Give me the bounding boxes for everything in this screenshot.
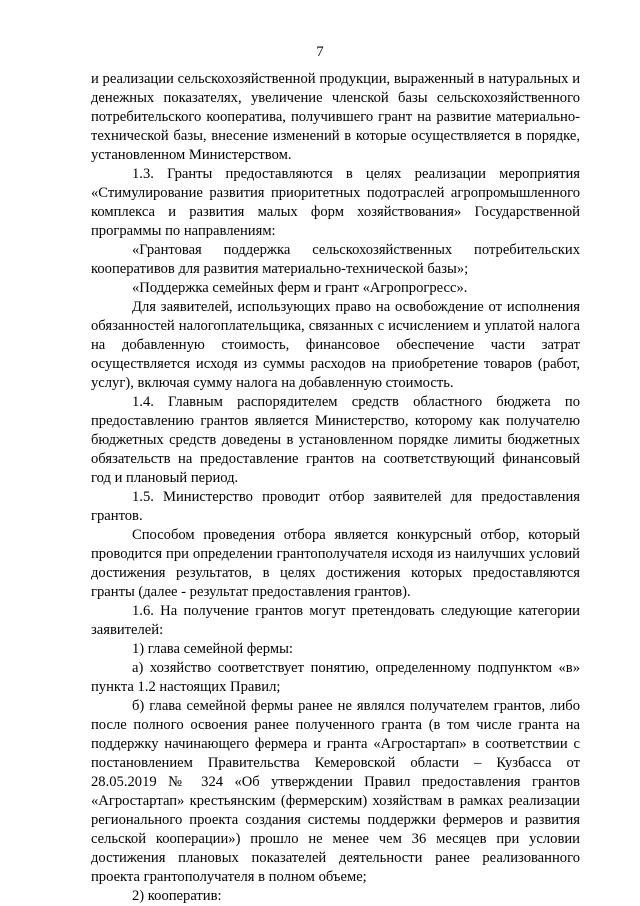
paragraph-selection-method: Способом проведения отбора является конкурсный отбор, который проводится при определении грантополучателя исходя из наилучших условий достижения результатов, в целях достижения которых предоставляются гранты (далее - результат предоставления грантов). — [91, 527, 580, 600]
document-body — [91, 70, 580, 906]
list-item-b: б) глава семейной фермы ранее не являлся получателем грантов, либо после полного освоения ранее полученного гранта (в том числе гранта на поддержку начинающего фермера и гранта «Агростартап» в соответствии с постановлением Правительства Кемеровской области – Кузбасса от 28.05.2019 № 324 «Об утверждении Правил предоставления грантов «Агростартап» крестьянским (фермерским) хозяйствам в рамках реализации регионального проекта создания системы поддержки фермеров и развития сельской кооперации») прошло не менее чем 36 месяцев при условии достижения плановых показателей деятельности ранее реализованного проекта грантополучателя в полном объеме; — [91, 698, 580, 885]
paragraph-1-4: 1.4. Главным распорядителем средств областного бюджета по предоставлению грантов является Министерство, которому как получателю бюджетных средств доведены в установленном порядке лимиты бюджетных обязательств на предоставление грантов на соответствующий финансовый год и плановый период. — [91, 394, 580, 486]
page-number: 7 — [316, 44, 324, 60]
paragraph-1-3: 1.3. Гранты предоставляются в целях реализации мероприятия «Стимулирование развития приоритетных подотраслей агропромышленного комплекса и развития малых форм хозяйствования» Государственной программы по направлениям: — [91, 166, 580, 239]
paragraph-vat-exemption: Для заявителей, использующих право на освобождение от исполнения обязанностей налогоплательщика, связанных с исчислением и уплатой налога на добавленную стоимость, финансовое обеспечение части затрат осуществляется исходя из суммы расходов на приобретение товаров (работ, услуг), включая сумму налога на добавленную стоимость. — [91, 299, 580, 391]
paragraph-direction-family-farms: «Поддержка семейных ферм и грант «Агропрогресс». — [132, 280, 468, 296]
paragraph-1-6: 1.6. На получение грантов могут претендовать следующие категории заявителей: — [91, 603, 580, 638]
paragraph-continuation: и реализации сельскохозяйственной продукции, выраженный в натуральных и денежных показателях, увеличение членской базы сельскохозяйственного потребительского кооператива, получившего грант на развитие материально-технической базы, внесение изменений в которые осуществляется в порядке, установленном Министерством. — [91, 71, 580, 163]
list-item-cooperative: 2) кооператив: — [132, 888, 222, 904]
list-item-a: а) хозяйство соответствует понятию, определенному подпунктом «в» пункта 1.2 настоящих Правил; — [91, 660, 580, 695]
list-item-family-farm-head: 1) глава семейной фермы: — [132, 641, 293, 657]
paragraph-direction-cooperatives: «Грантовая поддержка сельскохозяйственных потребительских кооперативов для развития материально-технической базы»; — [91, 242, 580, 277]
paragraph-1-5: 1.5. Министерство проводит отбор заявителей для предоставления грантов. — [91, 489, 580, 524]
